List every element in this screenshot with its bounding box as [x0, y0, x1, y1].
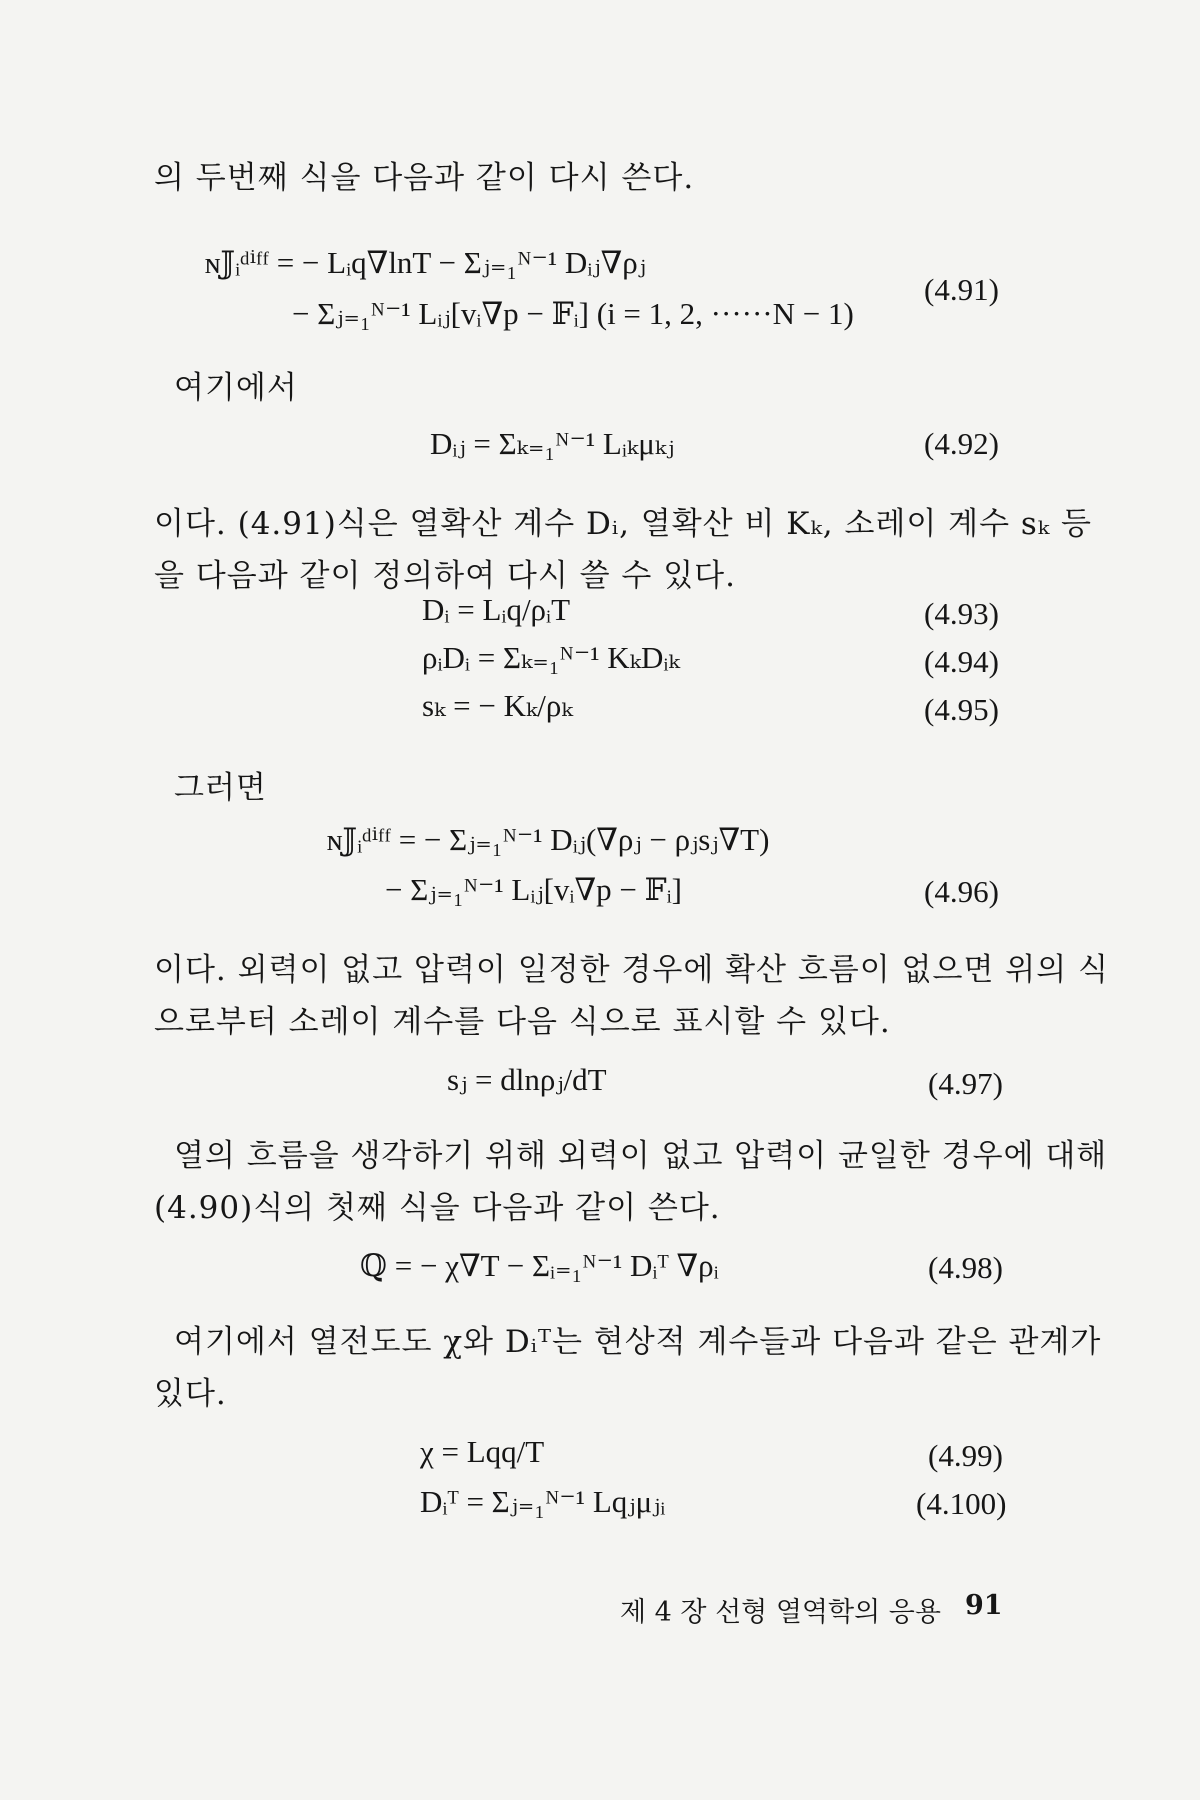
- equation-number: (4.91): [924, 272, 999, 307]
- equation-number: (4.99): [928, 1438, 1003, 1473]
- equation-number: (4.97): [928, 1066, 1003, 1101]
- equation-4-97: sⱼ = dlnρⱼ/dT: [447, 1062, 607, 1097]
- text-line: (4.90)식의 첫째 식을 다음과 같이 쓴다.: [154, 1190, 721, 1226]
- equation-4-98: ℚ = − χ∇T − Σᵢ₌₁ᴺ⁻¹ Dᵢᵀ ∇ρᵢ: [360, 1248, 719, 1283]
- equation-number: (4.95): [924, 692, 999, 727]
- text-line: 을 다음과 같이 정의하여 다시 쓸 수 있다.: [154, 558, 736, 594]
- equation-4-100: Dᵢᵀ = Σⱼ₌₁ᴺ⁻¹ Lqⱼμⱼᵢ: [420, 1484, 666, 1519]
- page-number: 91: [965, 1590, 1003, 1621]
- text-line: 이다. (4.91)식은 열확산 계수 Dᵢ, 열확산 비 Kₖ, 소레이 계수 sₖ 등: [154, 506, 1092, 542]
- equation-number: (4.96): [924, 874, 999, 909]
- text-line: 여기에서 열전도도 χ와 Dᵢᵀ는 현상적 계수들과 다음과 같은 관계가: [174, 1324, 1102, 1360]
- text-line: 이다. 외력이 없고 압력이 일정한 경우에 확산 흐름이 없으면 위의 식: [154, 952, 1109, 988]
- text-line: 으로부터 소레이 계수를 다음 식으로 표시할 수 있다.: [154, 1004, 891, 1040]
- text-line: 여기에서: [174, 370, 298, 406]
- text-line: 의 두번째 식을 다음과 같이 다시 쓴다.: [154, 160, 695, 196]
- equation-4-93: Dᵢ = Lᵢq/ρᵢT: [422, 592, 571, 627]
- equation-4-95: sₖ = − Kₖ/ρₖ: [422, 688, 573, 723]
- text-line: 있다.: [154, 1376, 227, 1412]
- equation-number: (4.92): [924, 426, 999, 461]
- running-footer-chapter: 제 4 장 선형 열역학의 응용: [620, 1597, 941, 1628]
- text-line: 그러면: [174, 770, 267, 806]
- equation-number: (4.94): [924, 644, 999, 679]
- equation-number: (4.98): [928, 1250, 1003, 1285]
- equation-4-91-line-1: ɴ𝕁ᵢᵈⁱᶠᶠ = − Lᵢq∇lnT − Σⱼ₌₁ᴺ⁻¹ Dᵢⱼ∇ρⱼ: [205, 245, 646, 280]
- equation-number: (4.93): [924, 596, 999, 631]
- equation-4-96-line-2: − Σⱼ₌₁ᴺ⁻¹ Lᵢⱼ[vᵢ∇p − 𝔽ᵢ]: [385, 872, 682, 907]
- equation-4-94: ρᵢDᵢ = Σₖ₌₁ᴺ⁻¹ KₖDᵢₖ: [422, 640, 680, 675]
- text-line: 열의 흐름을 생각하기 위해 외력이 없고 압력이 균일한 경우에 대해: [174, 1138, 1108, 1174]
- equation-4-92: Dᵢⱼ = Σₖ₌₁ᴺ⁻¹ Lᵢₖμₖⱼ: [430, 426, 675, 461]
- equation-number: (4.100): [916, 1486, 1007, 1521]
- equation-4-99: χ = Lqq/T: [420, 1434, 545, 1469]
- equation-4-91-line-2: − Σⱼ₌₁ᴺ⁻¹ Lᵢⱼ[vᵢ∇p − 𝔽ᵢ] (i = 1, 2, ······N − 1): [292, 296, 854, 331]
- equation-4-96-line-1: ɴ𝕁ᵢᵈⁱᶠᶠ = − Σⱼ₌₁ᴺ⁻¹ Dᵢⱼ(∇ρⱼ − ρⱼsⱼ∇T): [327, 822, 770, 857]
